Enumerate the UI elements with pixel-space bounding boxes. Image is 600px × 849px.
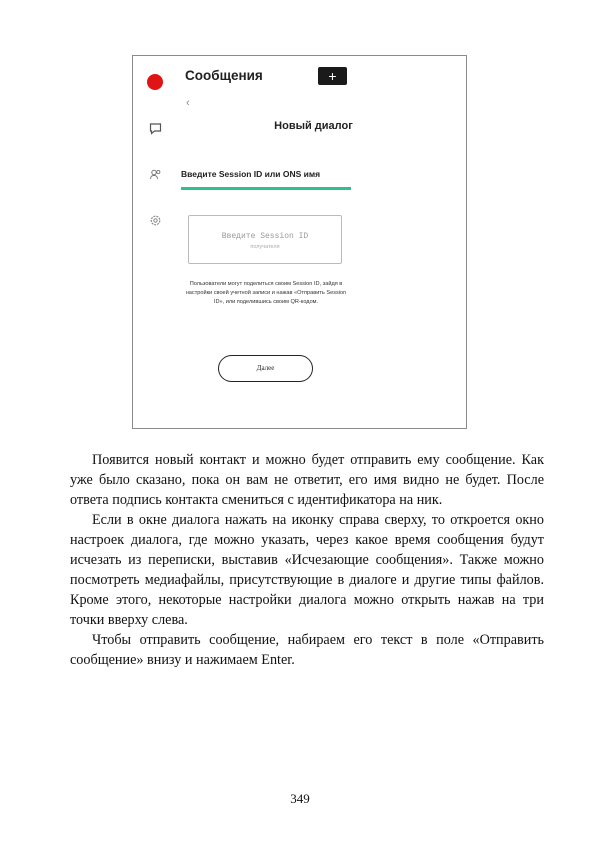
next-button[interactable]: Далее [218, 355, 313, 382]
header-title: Сообщения [185, 68, 263, 83]
tab-active-indicator [181, 187, 351, 190]
paragraph: Если в окне диалога нажать на иконку справа сверху, то откроется окно настроек диалога, где можно указать, через какое время сообщения будут исчезать из переписки, выставив «Исчезающие сообщения». Также можно посмотреть медиафайлы, присутствующие в диалоге и другие типы файлов. Кроме этого, некоторые настройки диалога можно открыть нажав на три точки вверху слева. [70, 512, 544, 628]
body-text [70, 450, 544, 670]
settings-gear-icon[interactable] [147, 212, 163, 228]
session-id-input[interactable] [188, 215, 342, 264]
avatar[interactable] [147, 74, 163, 90]
side-rail [133, 56, 179, 428]
screenshot-figure [132, 55, 467, 429]
paragraph: Чтобы отправить сообщение, набираем его текст в поле «Отправить сообщение» внизу и нажимаем Enter. [70, 632, 544, 668]
session-id-placeholder: Введите Session ID [221, 232, 309, 241]
new-chat-button[interactable]: + [318, 67, 347, 85]
paragraph: Появится новый контакт и можно будет отправить ему сообщение. Как уже было сказано, пока он вам не ответит, его имя видно не будет. После ответа подпись контакта смениться с идентификатора на ник. [70, 452, 544, 508]
tab-session-id[interactable]: Введите Session ID или ONS имя [181, 169, 321, 179]
contacts-icon[interactable] [147, 166, 163, 182]
session-id-subtext: получателя [250, 244, 280, 250]
dialog-title: Новый диалог [274, 120, 353, 132]
page-number: 349 [290, 791, 310, 806]
back-chevron-icon[interactable]: ‹ [186, 97, 190, 109]
hint-text: Пользователи могут поделиться своим Session ID, зайдя в настройки своей учетной записи и нажав «Отправить Session ID», или поделившись своим QR-кодом. [185, 281, 347, 306]
